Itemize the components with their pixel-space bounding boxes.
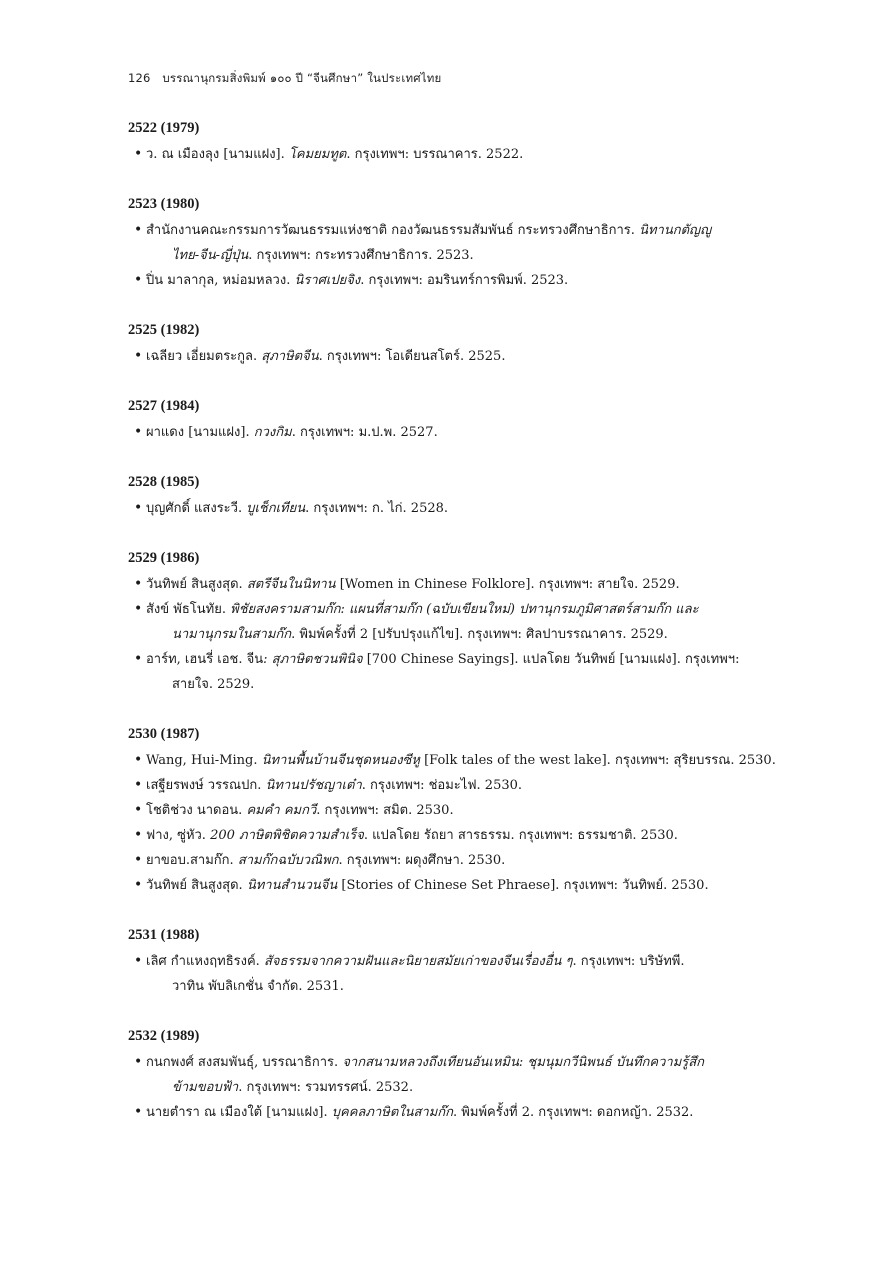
entry-title-text: นิทานกตัญญู <box>639 223 712 238</box>
entry-text: สายใจ. 2529. <box>172 677 255 692</box>
entry-text: ยาขอบ.สามก๊ก. <box>146 853 238 868</box>
entry-line <box>146 577 680 592</box>
entry-text: วันทิพย์ สินสูงสุด. <box>146 878 247 893</box>
entry-line <box>146 878 709 893</box>
entry-text: อาร์ท, เฮนรี่ เอช. จีน <box>146 652 264 667</box>
entry-text: . กรุงเทพฯ: ม.ป.พ. 2527. <box>291 425 438 440</box>
bibliography-entry <box>128 773 778 798</box>
page-number: 126 <box>128 71 151 85</box>
entry-line <box>146 1105 693 1120</box>
entry-text: เลิศ กำแหงฤทธิรงค์. <box>146 954 264 969</box>
entry-title-text: คมคำ คมกวี <box>246 803 317 818</box>
entry-line <box>146 147 523 162</box>
year-section <box>128 724 778 898</box>
entry-text: [Folk tales of the west lake]. กรุงเทพฯ: สุริยบรรณ. 2530. <box>419 753 776 768</box>
bibliography-entry <box>128 1100 778 1125</box>
entry-text: . กรุงเทพฯ: ผดุงศึกษา. 2530. <box>338 853 506 868</box>
entry-text: กนกพงศ์ สงสมพันธุ์, บรรณาธิการ. <box>146 1055 343 1070</box>
entry-line <box>146 602 699 617</box>
bibliography-entry <box>128 873 778 898</box>
entry-continuation-line <box>146 622 778 647</box>
entry-line <box>146 273 568 288</box>
year-section <box>128 396 778 445</box>
year-heading: 2525 (1982) <box>128 322 200 338</box>
year-heading: 2527 (1984) <box>128 398 200 414</box>
bibliography-entry <box>128 420 778 445</box>
entry-title-text: สามก๊กฉบับวณิพก <box>237 853 339 868</box>
entry-text: . กรุงเทพฯ: บริษัทพี. <box>572 954 685 969</box>
entry-title-text: พิชัยสงครามสามก๊ก: แผนที่สามก๊ก (ฉบับเขียนใหม่) ปทานุกรมภูมิศาสตร์สามก๊ก และ <box>230 602 699 617</box>
entry-line <box>146 349 505 364</box>
bibliography-list <box>128 118 778 1152</box>
entry-text: โชติช่วง นาดอน. <box>146 803 247 818</box>
entry-line <box>146 853 505 868</box>
bibliography-entry <box>128 597 778 647</box>
entry-title-text: ไทย-จีน-ญี่ปุ่น <box>172 248 249 263</box>
year-heading: 2523 (1980) <box>128 196 200 212</box>
entry-text: ฟาง, ซู่หัว. <box>146 828 211 843</box>
entry-title-text: 200 ภาษิตพิชิตความสำเร็จ <box>210 828 364 843</box>
entry-text: Wang, Hui-Ming. <box>146 753 262 768</box>
entry-continuation-line <box>146 243 778 268</box>
entry-line <box>146 954 684 969</box>
bibliography-entry <box>128 496 778 521</box>
entry-continuation-line <box>146 672 778 697</box>
year-section <box>128 925 778 999</box>
entry-continuation-line <box>146 1075 778 1100</box>
bibliography-entry <box>128 848 778 873</box>
entry-title-text: โคมยมทูต <box>288 147 347 162</box>
year-heading: 2532 (1989) <box>128 1028 200 1044</box>
entry-title-text: สุภาษิตจีน <box>261 349 319 364</box>
bibliography-entry <box>128 218 778 268</box>
entry-line <box>146 223 711 238</box>
year-section <box>128 194 778 293</box>
entry-text: . พิมพ์ครั้งที่ 2. กรุงเทพฯ: ดอกหญ้า. 2532. <box>453 1105 694 1120</box>
running-title: บรรณานุกรมสิ่งพิมพ์ ๑๐๐ ปี “จีนศึกษา” ในประเทศไทย <box>162 71 442 85</box>
entry-title-text: นิทานสำนวนจีน <box>246 878 338 893</box>
entry-title-text: นิทานพื้นบ้านจีนชุดหนองซีหู <box>261 753 420 768</box>
year-heading: 2530 (1987) <box>128 726 200 742</box>
bibliography-entry <box>128 344 778 369</box>
year-heading: 2529 (1986) <box>128 550 200 566</box>
entry-title-text: นิทานปรัชญาเต๋า <box>265 778 362 793</box>
entry-title-text: บูเช็กเทียน <box>246 501 306 516</box>
entry-text: [Stories of Chinese Set Phraese]. กรุงเทพฯ: วันทิพย์. 2530. <box>337 878 709 893</box>
year-section <box>128 118 778 167</box>
entry-text: . กรุงเทพฯ: โอเดียนสโตร์. 2525. <box>318 349 506 364</box>
entry-text: บุญศักดิ์ แสงระวี. <box>146 501 247 516</box>
entry-title-text: สตรีจีนในนิทาน <box>246 577 336 592</box>
entry-text: วันทิพย์ สินสูงสุด. <box>146 577 247 592</box>
year-heading: 2522 (1979) <box>128 120 200 136</box>
entry-text: ปิ่น มาลากุล, หม่อมหลวง. <box>146 273 295 288</box>
entry-title-text: ข้ามขอบฟ้า <box>172 1080 239 1095</box>
entry-text: . กรุงเทพฯ: ก. ไก่. 2528. <box>305 501 449 516</box>
entry-text: . กรุงเทพฯ: สมิต. 2530. <box>316 803 454 818</box>
year-section <box>128 1026 778 1125</box>
entry-line <box>146 1055 704 1070</box>
entry-line <box>146 778 522 793</box>
entry-text: . กรุงเทพฯ: ช่อมะไฟ. 2530. <box>361 778 523 793</box>
year-section <box>128 472 778 521</box>
entry-text: [Women in Chinese Folklore]. กรุงเทพฯ: สายใจ. 2529. <box>335 577 680 592</box>
bibliography-entry <box>128 798 778 823</box>
entry-line <box>146 425 438 440</box>
entry-text: สำนักงานคณะกรรมการวัฒนธรรมแห่งชาติ กองวัฒนธรรมสัมพันธ์ กระทรวงศึกษาธิการ. <box>146 223 640 238</box>
entry-line <box>146 753 776 768</box>
entry-title-text: กวงกิม <box>253 425 292 440</box>
entry-title-text: บุคคลภาษิตในสามก๊ก <box>331 1105 454 1120</box>
bibliography-entry <box>128 823 778 848</box>
entry-line <box>146 828 678 843</box>
entry-text: ผาแดง [นามแฝง]. <box>146 425 254 440</box>
entry-text: เสฐียรพงษ์ วรรณปก. <box>146 778 266 793</box>
entry-title-text: นิราศเปยจิง <box>294 273 361 288</box>
entry-text: ว. ณ เมืองลุง [นามแฝง]. <box>146 147 289 162</box>
bibliography-entry <box>128 268 778 293</box>
entry-title-text: : สุภาษิตชวนพินิจ <box>263 652 363 667</box>
entry-title-text: สัจธรรมจากความฝันและนิยายสมัยเก่าของจีนเรื่องอื่น ๆ <box>263 954 573 969</box>
entry-title-text: นามานุกรมในสามก๊ก <box>172 627 292 642</box>
bibliography-entry <box>128 1050 778 1100</box>
year-heading: 2531 (1988) <box>128 927 200 943</box>
bibliography-entry <box>128 572 778 597</box>
entry-continuation-line <box>146 974 778 999</box>
entry-text: . กรุงเทพฯ: บรรณาคาร. 2522. <box>346 147 524 162</box>
bibliography-entry <box>128 748 778 773</box>
bibliography-entry <box>128 949 778 999</box>
entry-text: . แปลโดย รัถยา สารธรรม. กรุงเทพฯ: ธรรมชาติ. 2530. <box>363 828 678 843</box>
entry-text: นายตำรา ณ เมืองใต้ [นามแฝง]. <box>146 1105 332 1120</box>
entry-text: [700 Chinese Sayings]. แปลโดย วันทิพย์ [นามแฝง]. กรุงเทพฯ: <box>362 652 740 667</box>
entry-text: . พิมพ์ครั้งที่ 2 [ปรับปรุงแก้ไข]. กรุงเทพฯ: ศิลปาบรรณาคาร. 2529. <box>291 627 668 642</box>
entry-line <box>146 652 739 667</box>
bibliography-entry <box>128 647 778 697</box>
entry-text: . กรุงเทพฯ: อมรินทร์การพิมพ์. 2523. <box>360 273 569 288</box>
entry-title-text: จากสนามหลวงถึงเทียนอันเหมิน: ชุมนุมกวีนิพนธ์ บันทึกความรู้สึก <box>342 1055 705 1070</box>
entry-line <box>146 803 454 818</box>
entry-text: เฉลียว เอี่ยมตระกูล. <box>146 349 262 364</box>
entry-text: . กรุงเทพฯ: กระทรวงศึกษาธิการ. 2523. <box>248 248 474 263</box>
entry-text: วาทิน พับลิเกชั่น จำกัด. 2531. <box>172 979 344 994</box>
entry-text: สังข์ พัธโนทัย. <box>146 602 231 617</box>
entry-text: . กรุงเทพฯ: รวมทรรศน์. 2532. <box>238 1080 414 1095</box>
year-section <box>128 548 778 697</box>
entry-line <box>146 501 448 516</box>
year-section <box>128 320 778 369</box>
bibliography-entry <box>128 142 778 167</box>
year-heading: 2528 (1985) <box>128 474 200 490</box>
running-header <box>128 70 441 88</box>
